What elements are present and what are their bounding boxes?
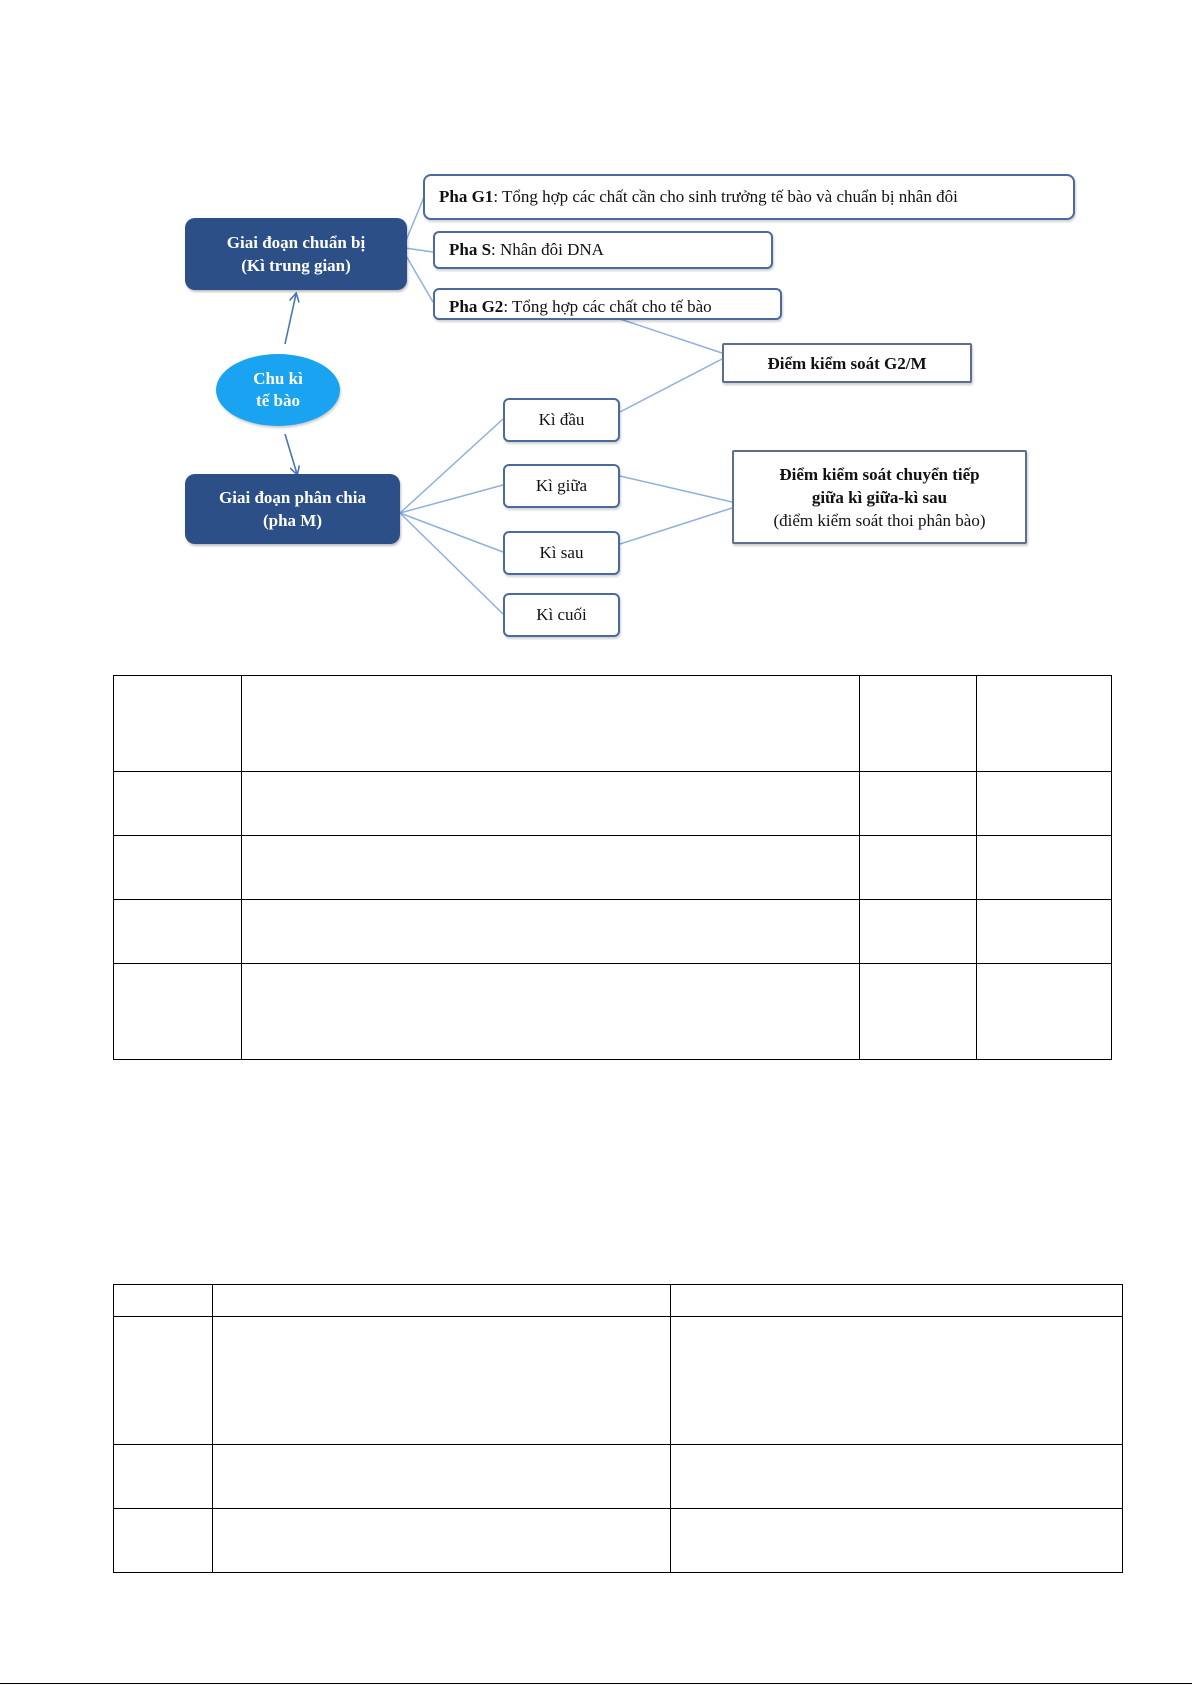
phase-g2-desc: : Tổng hợp các chất cho tế bào	[503, 297, 712, 316]
division-stage-box	[185, 474, 400, 544]
stage-metaphase	[503, 464, 620, 508]
center-line1: Chu kì	[253, 369, 303, 388]
line-prep-g2	[405, 254, 433, 302]
table-row	[114, 1285, 1123, 1317]
table-cell	[860, 772, 977, 836]
prep-stage-box	[185, 218, 407, 290]
stage-anaphase	[503, 531, 620, 575]
table-row	[114, 772, 1112, 836]
table-cell	[212, 1509, 671, 1573]
line-div-telophase	[400, 513, 503, 614]
table-cell	[860, 900, 977, 964]
table-cell	[977, 900, 1112, 964]
table-cell	[671, 1445, 1123, 1509]
table-cell	[114, 1509, 213, 1573]
table-cell	[212, 1317, 671, 1445]
table-cell	[212, 1445, 671, 1509]
stage-anaphase-label: Kì sau	[539, 543, 584, 562]
checkpoint-spindle-line1: Điểm kiểm soát chuyển tiếp	[779, 464, 980, 484]
line-prophase-checkpoint	[620, 359, 722, 412]
table-cell	[241, 964, 859, 1060]
table-cell	[241, 900, 859, 964]
line-prep-s	[405, 248, 433, 252]
table-cell	[241, 836, 859, 900]
table-cell	[977, 772, 1112, 836]
checkpoint-g2m-label: Điểm kiểm soát G2/M	[767, 353, 927, 373]
checkpoint-spindle-line3: (điểm kiểm soát thoi phân bào)	[773, 510, 986, 530]
table-cell	[977, 836, 1112, 900]
center-line2: tế bào	[256, 391, 300, 410]
table-cell	[114, 1445, 213, 1509]
table-cell	[860, 836, 977, 900]
table-row	[114, 900, 1112, 964]
answer-table-2	[113, 1284, 1123, 1573]
checkpoint-spindle-box	[732, 450, 1027, 544]
line-div-anaphase	[400, 513, 503, 552]
division-stage-line2: (pha M)	[262, 511, 323, 530]
stage-prophase-label: Kì đầu	[538, 410, 585, 429]
stage-telophase	[503, 593, 620, 637]
page-bottom-rule	[0, 1683, 1192, 1684]
table-cell	[114, 1285, 213, 1317]
line-prep-g1	[405, 197, 424, 243]
checkpoint-g2m-box	[722, 343, 972, 383]
table-cell	[241, 676, 859, 772]
cell-cycle-diagram	[0, 0, 1192, 650]
stage-metaphase-label: Kì giữa	[535, 476, 588, 495]
line-metaphase-checkpoint	[620, 476, 732, 502]
table-cell	[114, 1317, 213, 1445]
table-row	[114, 676, 1112, 772]
prep-stage-line1: Giai đoạn chuẩn bị	[226, 233, 366, 252]
table-row	[114, 1509, 1123, 1573]
answer-table-1	[113, 675, 1112, 1060]
table-cell	[114, 900, 242, 964]
phase-s-name: Pha S	[449, 240, 492, 259]
table-cell	[114, 772, 242, 836]
arrow-to-prep	[285, 294, 296, 344]
stage-telophase-label: Kì cuối	[536, 605, 587, 624]
table-cell	[977, 964, 1112, 1060]
table-cell	[860, 676, 977, 772]
table-cell	[241, 772, 859, 836]
table-row	[114, 1445, 1123, 1509]
line-anaphase-checkpoint	[620, 508, 732, 544]
table-cell	[671, 1317, 1123, 1445]
table-cell	[671, 1285, 1123, 1317]
table-row	[114, 964, 1112, 1060]
phase-g1-box	[423, 174, 1075, 220]
line-g2-checkpoint	[620, 319, 722, 353]
table-row	[114, 836, 1112, 900]
stage-prophase	[503, 398, 620, 442]
phase-g2-box	[433, 288, 782, 320]
phase-s-box	[433, 231, 773, 269]
table-cell	[114, 964, 242, 1060]
table-cell	[114, 836, 242, 900]
division-stage-line1: Giai đoạn phân chia	[219, 488, 366, 507]
phase-g2-name: Pha G2	[449, 297, 504, 316]
table-cell	[212, 1285, 671, 1317]
table-cell	[114, 676, 242, 772]
phase-s-desc: : Nhân đôi DNA	[491, 240, 604, 259]
table-row	[114, 1317, 1123, 1445]
center-node-cell-cycle	[216, 354, 340, 426]
prep-stage-line2: (Kì trung gian)	[241, 256, 351, 275]
phase-g1-name: Pha G1	[439, 187, 494, 206]
table-cell	[977, 676, 1112, 772]
arrow-to-division	[285, 434, 297, 474]
table-cell	[860, 964, 977, 1060]
checkpoint-spindle-line2: giữa kì giữa-kì sau	[811, 487, 948, 507]
phase-g1-desc: : Tổng hợp các chất cần cho sinh trưởng tế bào và chuẩn bị nhân đôi	[493, 187, 958, 206]
table-cell	[671, 1509, 1123, 1573]
